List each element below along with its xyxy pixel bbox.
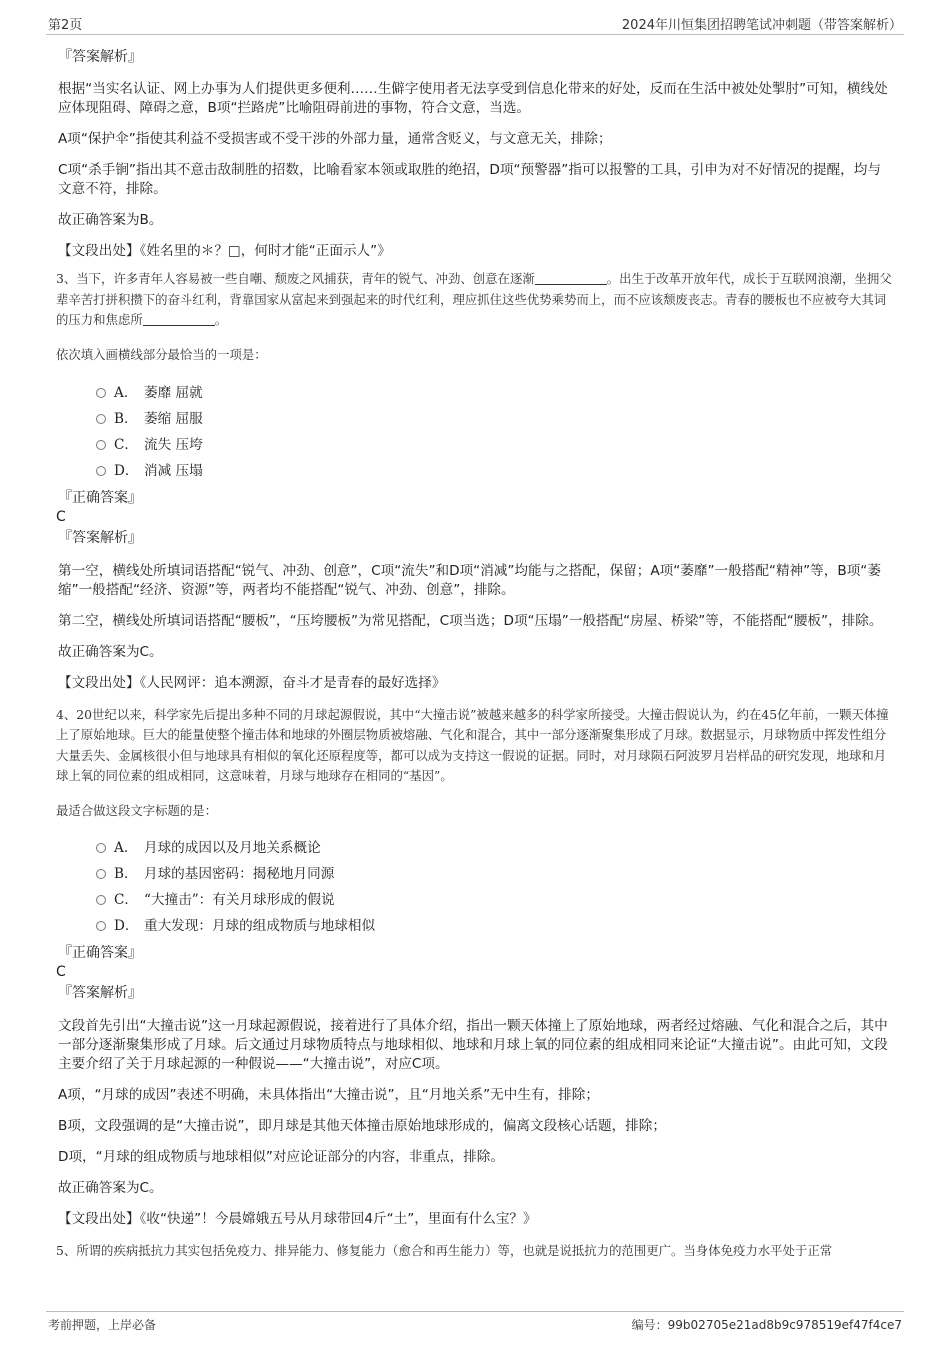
option-b[interactable]: B． 月球的基因密码：揭秘地月同源 bbox=[96, 861, 894, 887]
question-3-stem: 3、当下，许多青年人容易被一些自嘲、颓废之风捕获，青年的锐气、冲劲、创意在逐渐 。出生于改革开放年代，成长于互联网浪潮，坐拥父辈辛苦打拼积攒下的奋斗红利，背靠国家从富起来到强起来的时代红利，理应抓住这些优势乘势而上，而不应该颓废丧志。青春的腰板也不应被夸大其词的压力和焦虑所 。 bbox=[56, 271, 892, 327]
option-b[interactable]: B． 萎缩 屈服 bbox=[96, 406, 894, 432]
question-4-options bbox=[96, 835, 894, 939]
analysis-paragraph: B项，文段强调的是“大撞击说”，即月球是其他天体撞击原始地球形成的，偏离文段核心话题，排除； bbox=[58, 1117, 666, 1134]
analysis-paragraph: 根据“当实名认证、网上办事为人们提供更多便利……生僻字使用者无法享受到信息化带来的好处，反而在生活中被处处掣肘”可知，横线处应体现阻碍、障碍之意，B项“拦路虎”比喻阻碍前进的事物，符合文意，当选。 bbox=[58, 81, 888, 116]
text-source: 【文段出处】《人民网评：追本溯源，奋斗才是青春的最好选择》 bbox=[58, 674, 446, 691]
analysis-paragraph: A项，“月球的成因”表述不明确，未具体指出“大撞击说”，且“月地关系”无中生有，排除； bbox=[58, 1086, 599, 1103]
footer-slogan: 考前押题，上岸必备 bbox=[48, 1318, 157, 1332]
question-3-prompt: 依次填入画横线部分最恰当的一项是： bbox=[56, 346, 267, 362]
analysis-paragraph: 文段首先引出“大撞击说”这一月球起源假说，接着进行了具体介绍，指出一颗天体撞上了原始地球，两者经过熔融、气化和混合之后，其中一部分逐渐聚集形成了月球。后文通过月球物质特点与地球相似、地球和月球上氧的同位素的组成相同来论证“大撞击说”。由此可知，文段主要介绍了关于月球起源的一种假说——“大撞击说”，对应C项。 bbox=[58, 1017, 888, 1072]
analysis-heading: 『答案解析』 bbox=[58, 984, 142, 1001]
text-source: 【文段出处】《姓名里的＊？□，何时才能“正面示人”》 bbox=[58, 243, 391, 259]
page-footer bbox=[46, 1311, 904, 1335]
analysis-heading: 『答案解析』 bbox=[58, 529, 142, 546]
radio-button[interactable] bbox=[96, 440, 106, 450]
option-d[interactable]: D． 消减 压塌 bbox=[96, 458, 894, 484]
fill-blank bbox=[143, 313, 215, 326]
analysis-conclusion: 故正确答案为B。 bbox=[58, 212, 163, 228]
document-title: 2024年川恒集团招聘笔试冲刺题（带答案解析） bbox=[621, 18, 902, 33]
option-c[interactable]: C． 流失 压垮 bbox=[96, 432, 894, 458]
analysis-paragraph: 第一空，横线处所填词语搭配“锐气、冲劲、创意”，C项“流失”和D项“消减”均能与之搭配，保留；A项“萎靡”一般搭配“精神”等，B项“萎缩”一般搭配“经济、资源”等，两者均不能搭配“锐气、冲劲、创意”，排除。 bbox=[58, 562, 881, 598]
option-a[interactable]: A． 萎靡 屈就 bbox=[96, 380, 894, 406]
document-id: 编号：99b02705e21ad8b9c978519ef47f4ce7 bbox=[631, 1318, 902, 1332]
option-d[interactable]: D． 重大发现：月球的组成物质与地球相似 bbox=[96, 913, 894, 939]
question-4-prompt: 最适合做这段文字标题的是： bbox=[56, 802, 218, 818]
correct-answer: C bbox=[56, 508, 66, 525]
question-4-stem: 4、20世纪以来，科学家先后提出多种不同的月球起源假说，其中“大撞击说”被越来越多的科学家所接受。大撞击假说认为，约在45亿年前，一颗天体撞上了原始地球。巨大的能量使整个撞击体和地球的外圈层物质被熔融、气化和混合，其中一部分逐渐聚集形成了月球。数据显示，月球物质中挥发性组分大量丢失、金属核很小但与地球具有相似的氧化还原程度等，都可以成为支持这一假说的证据。同时，对月球陨石阿波罗月岩样品的研究发现，地球和月球上氧的同位素的组成相同，这意味着，月球与地球存在相同的“基因”。 bbox=[56, 706, 889, 783]
text-source: 【文段出处】《收“快递”！今晨嫦娥五号从月球带回4斤“土”，里面有什么宝？》 bbox=[58, 1210, 537, 1227]
radio-button[interactable] bbox=[96, 388, 106, 398]
analysis-paragraph: 第二空，横线处所填词语搭配“腰板”，“压垮腰板”为常见搭配，C项当选；D项“压塌”一般搭配“房屋、桥梁”等，不能搭配“腰板”，排除。 bbox=[58, 612, 883, 629]
analysis-heading: 『答案解析』 bbox=[58, 49, 142, 65]
analysis-conclusion: 故正确答案为C。 bbox=[58, 1179, 163, 1196]
page-number: 第2页 bbox=[48, 18, 83, 33]
radio-button[interactable] bbox=[96, 869, 106, 879]
correct-answer-heading: 『正确答案』 bbox=[58, 944, 142, 961]
radio-button[interactable] bbox=[96, 414, 106, 424]
radio-button[interactable] bbox=[96, 921, 106, 931]
question-3-options bbox=[96, 380, 894, 484]
option-a[interactable]: A． 月球的成因以及月地关系概论 bbox=[96, 835, 894, 861]
analysis-conclusion: 故正确答案为C。 bbox=[58, 643, 163, 660]
radio-button[interactable] bbox=[96, 895, 106, 905]
page-header bbox=[46, 13, 904, 35]
option-c[interactable]: C． “大撞击”：有关月球形成的假说 bbox=[96, 887, 894, 913]
radio-button[interactable] bbox=[96, 466, 106, 476]
analysis-paragraph: D项，“月球的组成物质与地球相似”对应论证部分的内容，非重点，排除。 bbox=[58, 1148, 504, 1165]
analysis-paragraph: C项“杀手锏”指出其不意击敌制胜的招数，比喻看家本领或取胜的绝招，D项“预警器”指可以报警的工具，引申为对不好情况的提醒，均与文意不符，排除。 bbox=[58, 162, 881, 197]
fill-blank bbox=[535, 272, 607, 285]
question-5-stem: 5、所谓的疾病抵抗力其实包括免疫力、排异能力、修复能力（愈合和再生能力）等，也就是说抵抗力的范围更广。当身体免疫力水平处于正常 bbox=[56, 1242, 833, 1258]
correct-answer-heading: 『正确答案』 bbox=[58, 489, 142, 506]
document-body bbox=[56, 46, 894, 1296]
correct-answer: C bbox=[56, 963, 66, 980]
analysis-paragraph: A项“保护伞”指使其利益不受损害或不受干涉的外部力量，通常含贬义，与文意无关，排除； bbox=[58, 131, 612, 147]
radio-button[interactable] bbox=[96, 843, 106, 853]
